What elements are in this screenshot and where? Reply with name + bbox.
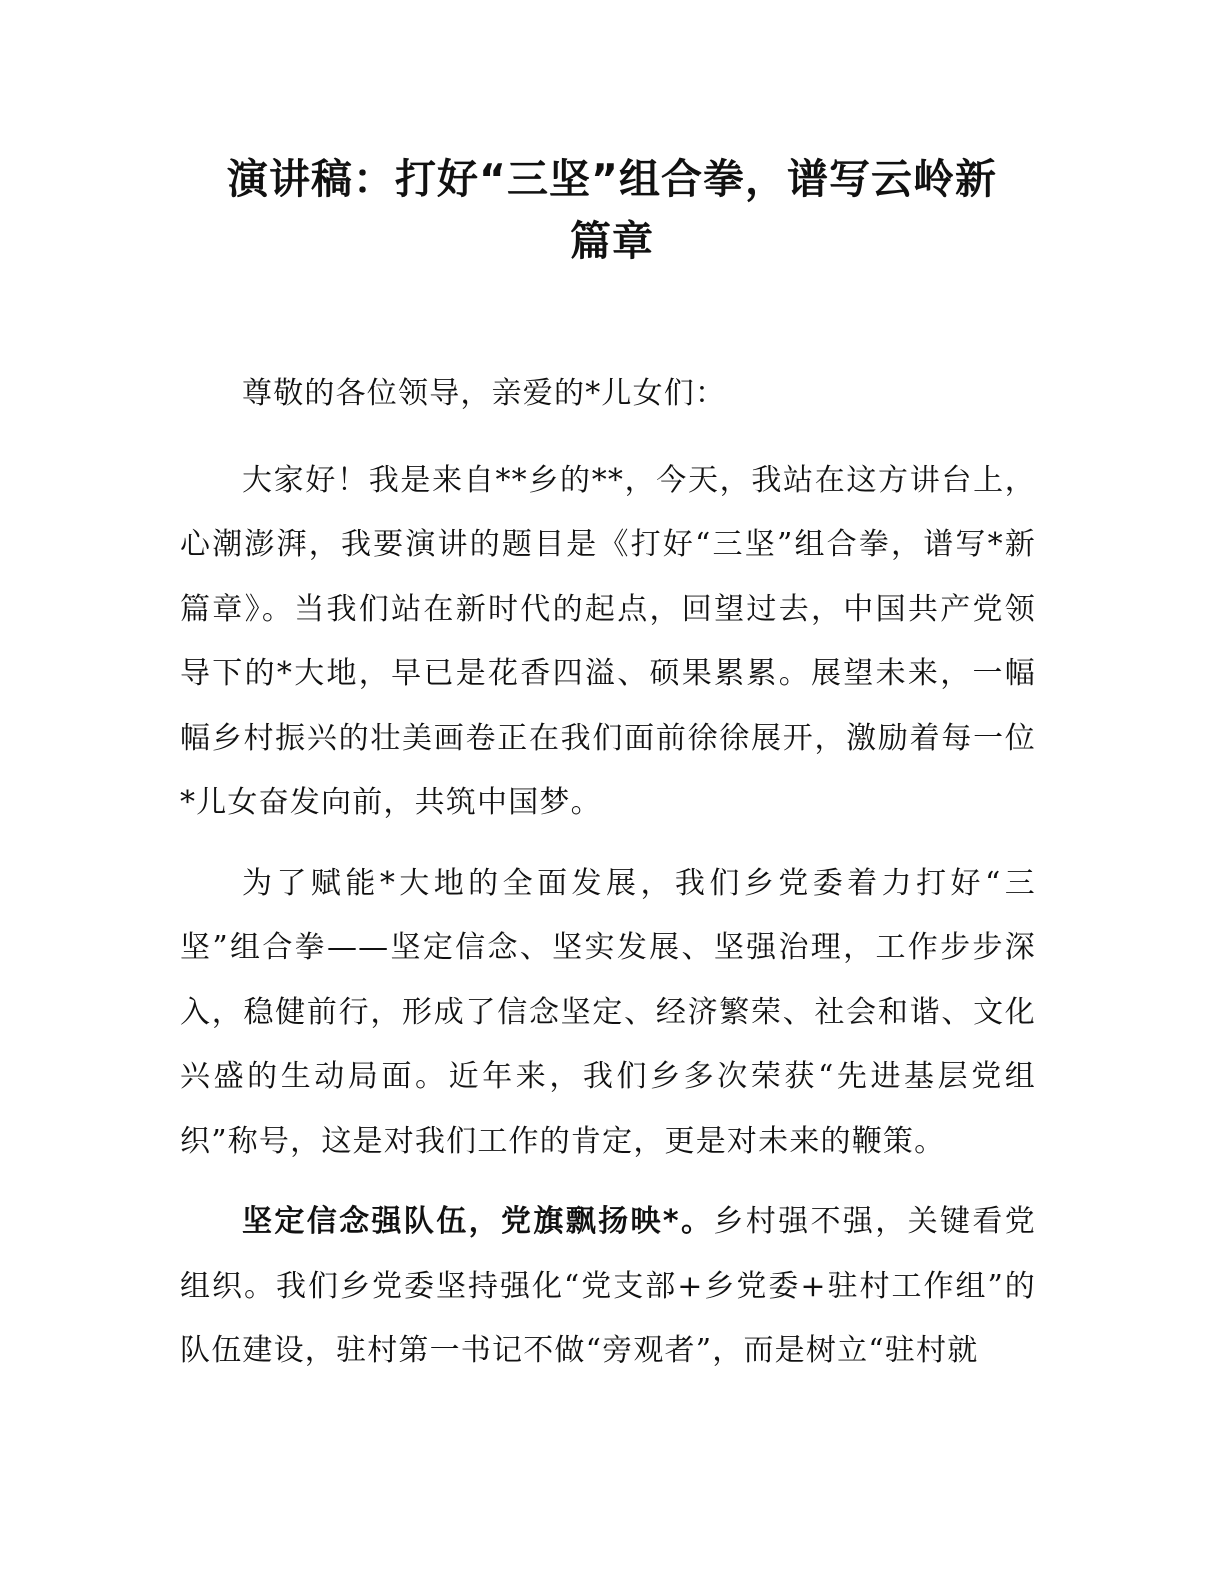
paragraph-introduction: 大家好！我是来自**乡的**，今天，我站在这方讲台上，心潮澎湃，我要演讲的题目是《打好“三坚”组合拳，谱写*新篇章》。当我们站在新时代的起点，回望过去，中国共产党领导下的*大地，早已是花香四溢、硕果累累。展望未来，一幅幅乡村振兴的壮美画卷正在我们面前徐徐展开，激励着每一位*儿女奋发向前，共筑中国梦。 <box>180 462 1036 820</box>
paragraph-three-strengths: 为了赋能*大地的全面发展，我们乡党委着力打好“三坚”组合拳——坚定信念、坚实发展、坚强治理，工作步步深入，稳健前行，形成了信念坚定、经济繁荣、社会和谐、文化兴盛的生动局面。近年来，我们乡多次荣获“先进基层党组织”称号，这是对我们工作的肯定，更是对未来的鞭策。 <box>180 865 1036 1159</box>
paragraph-firm-belief <box>180 1190 1036 1384</box>
paragraph-heading-bold: 坚定信念强队伍，党旗飘扬映*。 <box>242 1204 714 1239</box>
title-line-2: 篇章 <box>570 217 654 265</box>
paragraph-text: 乡村强不强，关键看党组织。我们乡党委坚持强化“党支部+乡党委+驻村工作组”的队伍建设，驻村第一书记不做“旁观者”，而是树立“驻村就 <box>180 1204 1036 1368</box>
title-line-1: 演讲稿：打好“三坚”组合拳，谱写云岭新 <box>227 155 997 203</box>
document-body <box>180 362 1036 1400</box>
greeting-paragraph: 尊敬的各位领导，亲爱的*儿女们： <box>242 376 727 411</box>
document-title <box>150 148 1074 272</box>
